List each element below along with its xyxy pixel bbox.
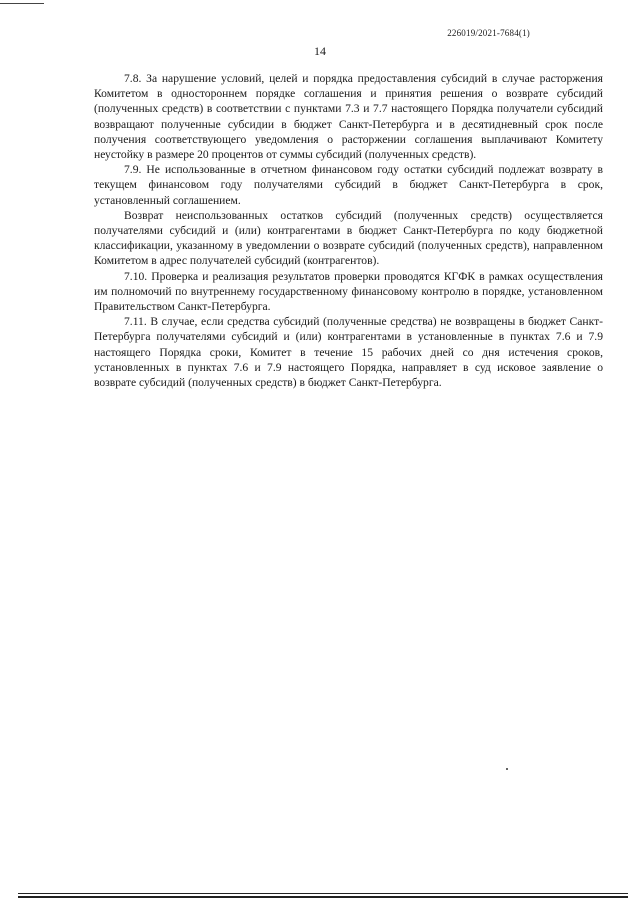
footer-rule-double: [18, 896, 628, 898]
footer-rule: [18, 893, 628, 894]
document-body: [94, 71, 603, 390]
document-registration-number: 226019/2021-7684(1): [447, 28, 530, 38]
paragraph-7-11: 7.11. В случае, если средства субсидий (полученные средства) не возвращены в бюджет Санкт-Петербурга получателями субсидий и (или) контрагентами в установленные в пунктах 7.6 и 7.9 настоящего Порядка сроки, Комитет в течение 15 рабочих дней со дня истечения сроков, установленных в пунктах 7.6 и 7.9 настоящего Порядка, направляет в суд исковое заявление о возврате субсидий (полученных средств) в бюджет Санкт-Петербурга.: [94, 315, 603, 390]
scan-artifact-line: [0, 3, 44, 4]
paragraph-7-9: 7.9. Не использованные в отчетном финансовом году остатки субсидий подлежат возврату в текущем финансовом году получателями субсидий в бюджет Санкт-Петербурга в срок, установленный соглашением.: [94, 163, 603, 207]
scan-speck: [506, 768, 508, 770]
paragraph-7-8: 7.8. За нарушение условий, целей и порядка предоставления субсидий в случае расторжения Комитетом в одностороннем порядке соглашения и принятия решения о возврате субсидий (полученных средств) в соответствии с пунктами 7.3 и 7.7 настоящего Порядка получатели субсидий возвращают полученные субсидии в бюджет Санкт-Петербурга и в десятидневный срок после получения соответствующего уведомления о расторжении соглашения выплачивают Комитету неустойку в размере 20 процентов от суммы субсидий (полученных средств).: [94, 72, 603, 162]
page-number: 14: [314, 44, 326, 58]
paragraph-return-procedure: Возврат неиспользованных остатков субсидий (полученных средств) осуществляется получателями субсидий и (или) контрагентами в бюджет Санкт-Петербурга по коду бюджетной классификации, указанному в уведомлении о возврате субсидий (полученных средств), направленном Комитетом в адрес получателей субсидий (контрагентов).: [94, 208, 603, 268]
paragraph-7-10: 7.10. Проверка и реализация результатов проверки проводятся КГФК в рамках осуществления им полномочий по внутреннему государственному финансовому контролю в порядке, установленном Правительством Санкт-Петербурга.: [94, 269, 603, 314]
